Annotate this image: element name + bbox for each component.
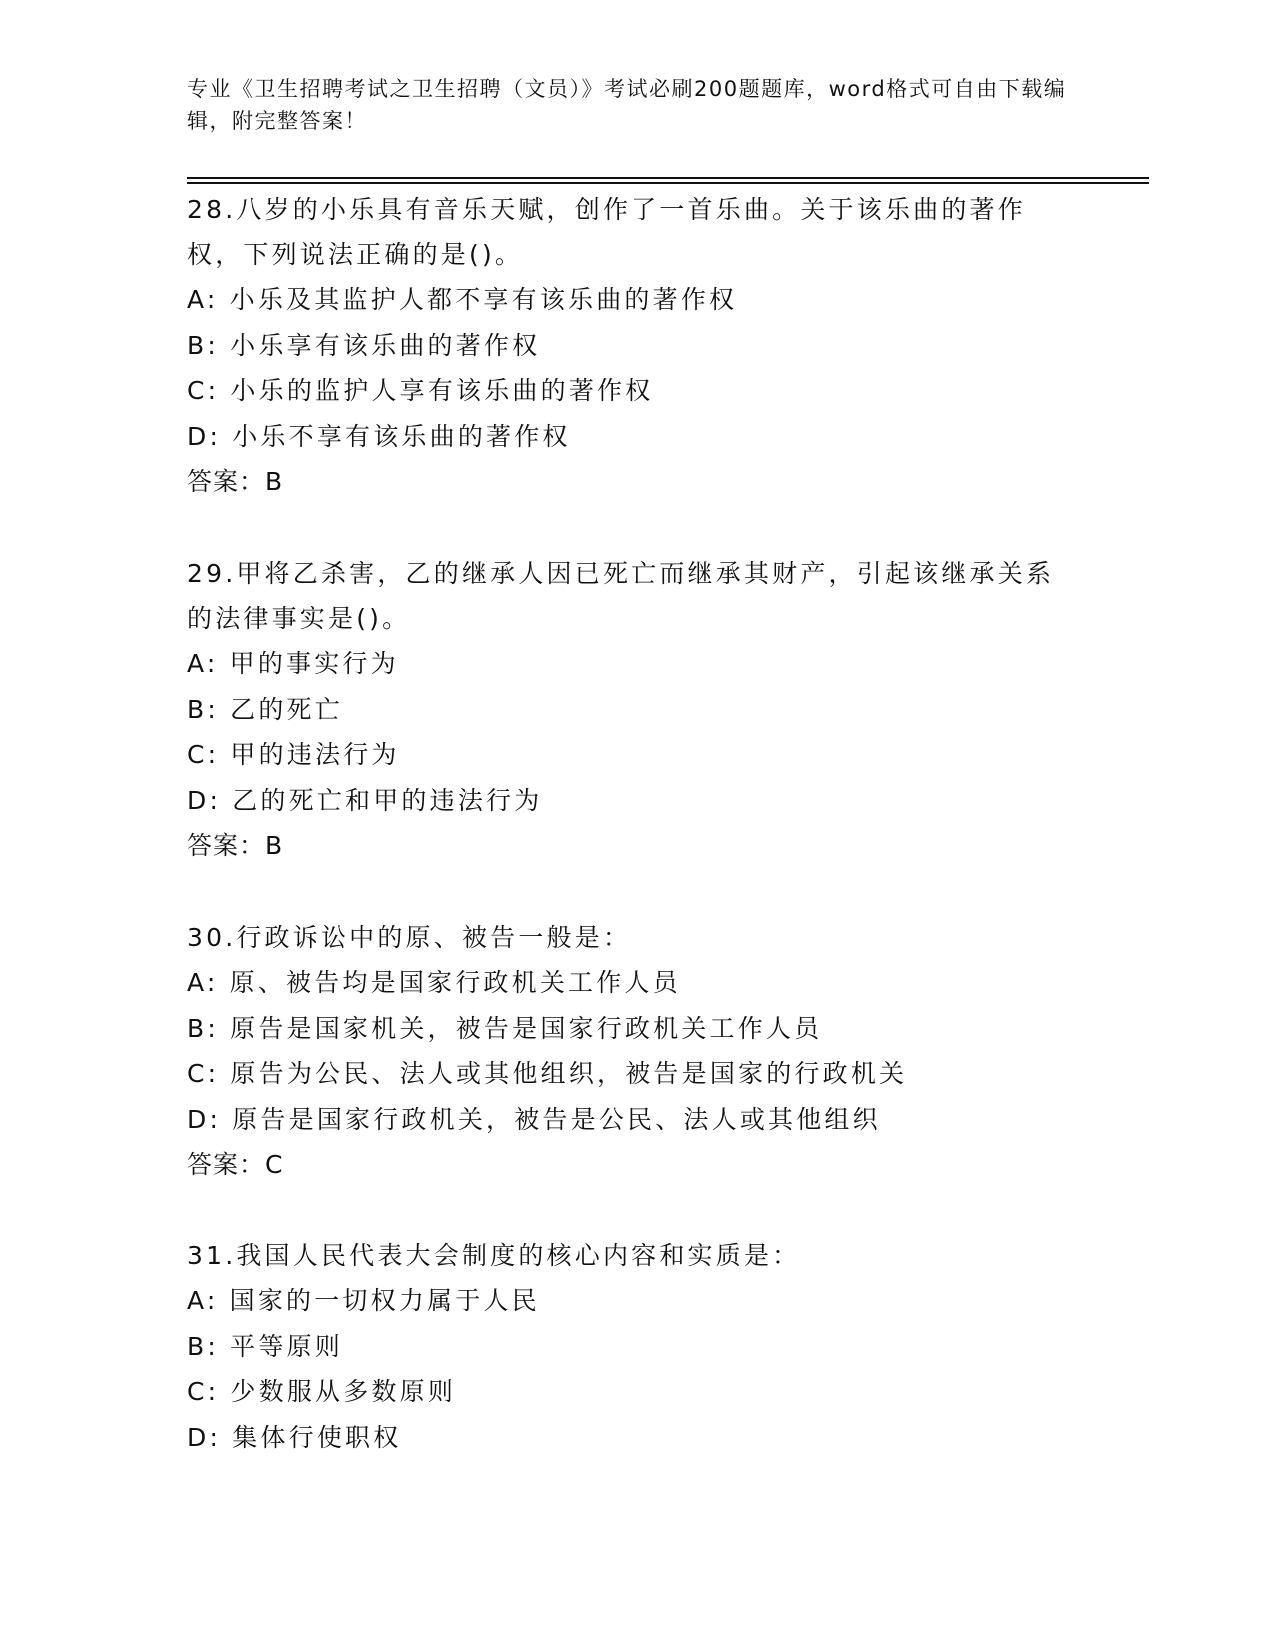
header-divider-top [187,177,1149,179]
option-d: D: 乙的死亡和甲的违法行为 [187,785,543,815]
option-c: C: 原告为公民、法人或其他组织，被告是国家的行政机关 [187,1059,908,1088]
option-a: A: 国家的一切权力属于人民 [187,1286,540,1315]
option-a: A: 原、被告均是国家行政机关工作人员 [187,968,681,997]
option-d: D: 集体行使职权 [187,1422,402,1452]
option-b: B: 小乐享有该乐曲的著作权 [187,330,541,360]
question-stem: 30.行政诉讼中的原、被告一般是： [187,923,632,952]
question-stem: 28.八岁的小乐具有音乐天赋，创作了一首乐曲。关于该乐曲的著作权，下列说法正确的是()。 [187,195,1026,269]
option-d: D: 小乐不享有该乐曲的著作权 [187,421,571,451]
question-29 [187,551,1077,868]
option-c: C: 甲的违法行为 [187,740,400,769]
option-c: C: 小乐的监护人享有该乐曲的著作权 [187,376,654,405]
document-header: 专业《卫生招聘考试之卫生招聘（文员）》考试必刷200题题库，word格式可自由下载编辑，附完整答案！ [187,77,1067,133]
option-c: C: 少数服从多数原则 [187,1377,457,1406]
option-b: B: 平等原则 [187,1331,343,1361]
answer-label: 答案：C [187,1150,284,1179]
question-stem: 29.甲将乙杀害，乙的继承人因已死亡而继承其财产，引起该继承关系的法律事实是()。 [187,559,1055,633]
answer-label: 答案：B [187,831,284,860]
question-stem: 31.我国人民代表大会制度的核心内容和实质是： [187,1241,801,1270]
option-a: A: 甲的事实行为 [187,649,399,678]
question-30 [187,915,1077,1187]
header-divider-bottom [187,182,1149,184]
option-a: A: 小乐及其监护人都不享有该乐曲的著作权 [187,285,738,314]
option-b: B: 乙的死亡 [187,694,343,724]
question-28 [187,187,1077,504]
option-b: B: 原告是国家机关，被告是国家行政机关工作人员 [187,1013,823,1043]
option-d: D: 原告是国家行政机关，被告是公民、法人或其他组织 [187,1104,881,1134]
answer-label: 答案：B [187,467,284,496]
question-31 [187,1233,1077,1460]
